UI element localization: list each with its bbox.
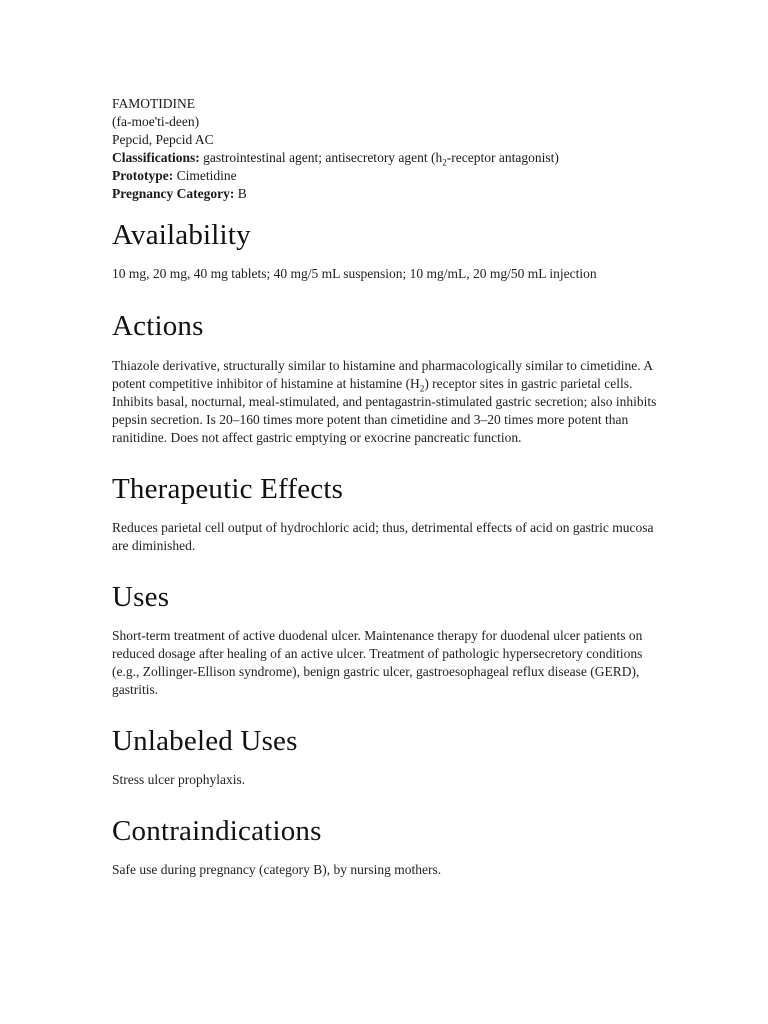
actions-body-post: ) receptor sites in gastric parietal cells. Inhibits basal, nocturnal, meal-stimulated, and pentagastrin-stimulated gastric secretion; also inhibits pepsin secretion. Is 20–160 times more potent than cimetidine and 3–20 times more potent than ranitidine. Does not affect gastric emptying or exocrine pancreatic function.	[112, 376, 657, 445]
drug-header	[112, 95, 672, 203]
section-body-actions	[112, 357, 672, 447]
classifications-value-post: -receptor antagonist)	[446, 150, 559, 165]
section-body-therapeutic-effects: Reduces parietal cell output of hydrochloric acid; thus, detrimental effects of acid on gastric mucosa are diminished.	[112, 520, 654, 553]
pregnancy-category-value: B	[237, 186, 247, 201]
document-page	[112, 95, 672, 879]
section-uses	[112, 579, 672, 699]
pregnancy-category-line	[112, 185, 672, 203]
drug-pronunciation: (fa-moe'ti-deen)	[112, 114, 200, 129]
prototype-value: Cimetidine	[176, 168, 237, 183]
section-heading-actions: Actions	[112, 310, 204, 342]
section-availability	[112, 217, 672, 283]
section-actions	[112, 308, 672, 447]
section-contraindications	[112, 813, 672, 879]
drug-brand-names: Pepcid, Pepcid AC	[112, 132, 214, 147]
actions-body-sub: 2	[419, 383, 425, 394]
pregnancy-category-label: Pregnancy Category:	[112, 186, 235, 201]
section-heading-uses: Uses	[112, 581, 170, 613]
section-heading-unlabeled-uses: Unlabeled Uses	[112, 725, 298, 757]
section-body-availability: 10 mg, 20 mg, 40 mg tablets; 40 mg/5 mL suspension; 10 mg/mL, 20 mg/50 mL injection	[112, 266, 597, 281]
section-body-unlabeled-uses: Stress ulcer prophylaxis.	[112, 772, 246, 787]
classifications-value	[203, 150, 559, 168]
section-heading-therapeutic-effects: Therapeutic Effects	[112, 473, 344, 505]
classifications-value-pre: gastrointestinal agent; antisecretory agent (h	[203, 150, 443, 165]
classifications-value-sub: 2	[442, 157, 447, 168]
actions-body-pre: Thiazole derivative, structurally similar to histamine and pharmacologically similar to cimetidine. A potent competitive inhibitor of histamine at histamine (H	[112, 358, 653, 391]
section-unlabeled-uses	[112, 723, 672, 789]
section-body-uses: Short-term treatment of active duodenal ulcer. Maintenance therapy for duodenal ulcer patients on reduced dosage after healing of an active ulcer. Treatment of pathologic hypersecretory conditions (e.g., Zollinger-Ellison syndrome), benign gastric ulcer, gastroesophageal reflux disease (GERD), gastritis.	[112, 628, 643, 697]
prototype-label: Prototype:	[112, 168, 174, 183]
section-body-contraindications: Safe use during pregnancy (category B), by nursing mothers.	[112, 862, 442, 877]
classifications-label: Classifications:	[112, 150, 200, 165]
drug-name: FAMOTIDINE	[112, 96, 195, 111]
classifications-line	[112, 149, 672, 167]
section-heading-availability: Availability	[112, 219, 251, 251]
section-heading-contraindications: Contraindications	[112, 815, 322, 847]
prototype-line	[112, 167, 672, 185]
section-therapeutic-effects	[112, 471, 672, 555]
